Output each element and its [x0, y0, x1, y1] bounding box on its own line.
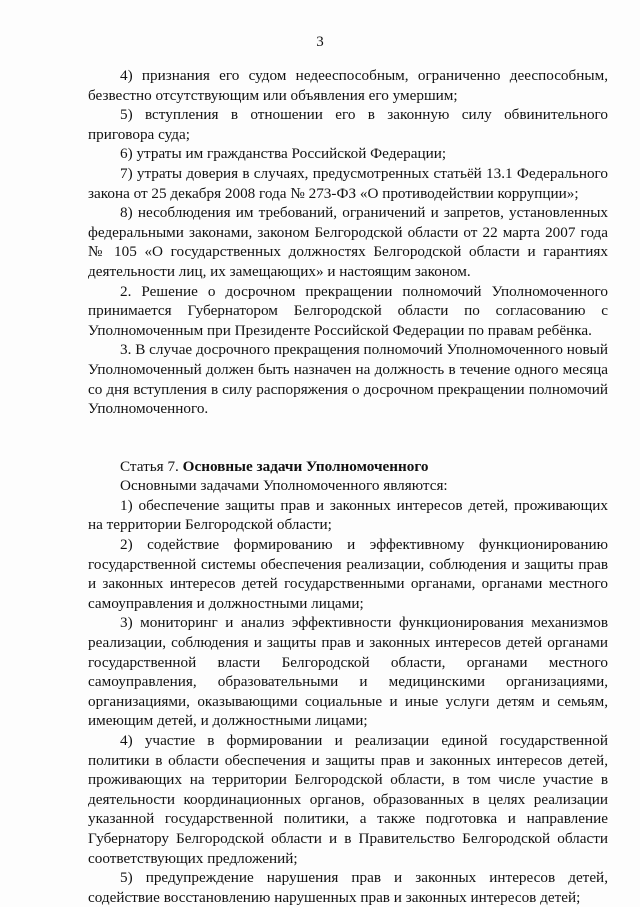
- task-item-4: 4) участие в формировании и реализации единой государственной политики в области обеспечения и защиты прав и законных интересов детей, проживающих на территории Белгородской области, в том числе участие в деятельности координационных органов, образованных в целях реализации указанной государственной политики, а также подготовка и направление Губернатору Белгородской области и в Правительство Белгородской области соответствующих предложений;: [88, 732, 608, 867]
- paragraph-item-6: 6) утраты им гражданства Российской Федерации;: [120, 145, 447, 163]
- paragraph-part-2: 2. Решение о досрочном прекращении полномочий Уполномоченного принимается Губернатором Белгородской области по согласованию с Уполномоченным при Президенте Российской Федерации по правам ребёнка.: [88, 282, 608, 339]
- task-item-3: 3) мониторинг и анализ эффективности функционирования механизмов реализации, соблюдения и защиты прав и законных интересов детей органами государственной власти Белгородской области, органами местного самоуправления, образовательными и медицинскими организациями, организациями, оказывающими социальные и иные услуги детям и семьям, имеющим детей, и должностными лицами;: [88, 614, 608, 730]
- task-item-2: 2) содействие формированию и эффективному функционированию государственной системы обеспечения реализации, соблюдения и защиты прав и законных интересов детей государственными органами, органами местного самоуправления и должностными лицами;: [88, 536, 608, 612]
- paragraph-item-8: 8) несоблюдения им требований, ограничений и запретов, установленных федеральными законами, законом Белгородской области от 22 марта 2007 года № 105 «О государственных должностях Белгородской области и гарантиях деятельности лиц, их замещающих» и настоящим законом.: [88, 204, 608, 280]
- paragraph-item-7: 7) утраты доверия в случаях, предусмотренных статьёй 13.1 Федерального закона от 25 декабря 2008 года № 273-ФЗ «О противодействии коррупции»;: [88, 164, 608, 202]
- paragraph-item-4: 4) признания его судом недееспособным, ограниченно дееспособным, безвестно отсутствующим или объявления его умершим;: [88, 67, 608, 104]
- article-intro: Основными задачами Уполномоченного являются:: [120, 477, 448, 495]
- document-body: [88, 66, 608, 907]
- task-item-5: 5) предупреждение нарушения прав и законных интересов детей, содействие восстановлению нарушенных прав и законных интересов детей;: [88, 869, 608, 906]
- paragraph-item-5: 5) вступления в отношении его в законную силу обвинительного приговора суда;: [88, 106, 608, 143]
- paragraph-part-3: 3. В случае досрочного прекращения полномочий Уполномоченного новый Уполномоченный должен быть назначен на должность в течение одного месяца со дня вступления в силу распоряжения о досрочном прекращении полномочий Уполномоченного.: [88, 341, 608, 418]
- task-item-1: 1) обеспечение защиты прав и законных интересов детей, проживающих на территории Белгородской области;: [88, 496, 608, 534]
- section-gap: [88, 419, 608, 457]
- article-title: Основные задачи Уполномоченного: [182, 457, 429, 475]
- article-heading: [88, 457, 608, 477]
- article-number: Статья 7.: [120, 457, 183, 475]
- page-number: 3: [316, 34, 324, 50]
